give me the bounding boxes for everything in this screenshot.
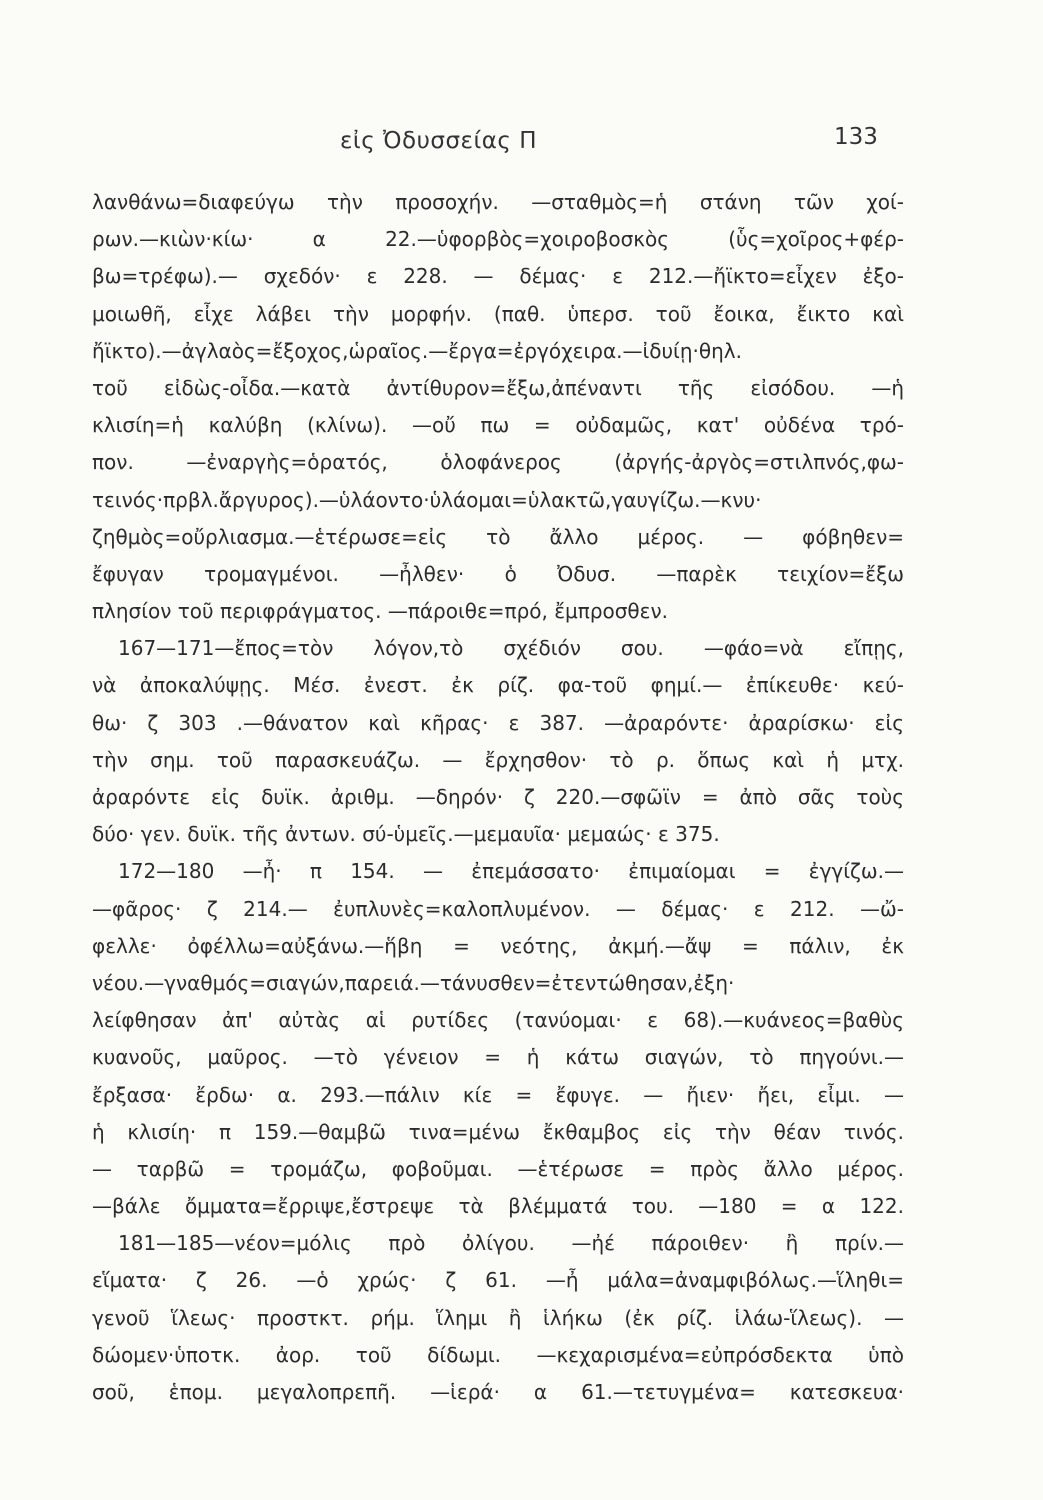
text-line: 167—171—ἔπος=τὸν λόγον,τὸ σχέδιόν σου. —φάο=νὰ εἴπῃς,	[118, 636, 904, 661]
text-line: θω· ζ 303 .—θάνατον καὶ κῆρας· ε 387. —ἀραρόντε· ἀραρίσκω· εἰς	[92, 710, 904, 735]
text-line: κλισίη=ἡ καλύβη (κλίνω). —οὔ πω = οὐδαμῶς, κατ' οὐδένα τρό-	[92, 413, 904, 438]
text-line: 172—180 —ἦ· π 154. — ἐπεμάσσατο· ἐπιμαίομαι = ἐγγίζω.—	[118, 859, 904, 884]
text-line: ἤϊκτο).—ἀγλαὸς=ἔξοχος,ὡραῖος.—ἔργα=ἐργόχειρα.—ἰδυίῃ·θηλ.	[92, 338, 742, 363]
text-line: πον. —ἐναργὴς=ὁρατός, ὁλοφάνερος (ἀργής-ἀργὸς=στιλπνός,φω-	[92, 450, 904, 475]
text-line: τεινός·πρβλ.ἄργυρος).—ὑλάοντο·ὑλάομαι=ὑλακτῶ,γαυγίζω.—κνυ·	[92, 487, 762, 512]
text-line: ἔρξασα· ἔρδω· α. 293.—πάλιν κίε = ἔφυγε. — ἤιεν· ἤει, εἶμι. —	[92, 1082, 904, 1107]
commentary-body	[92, 184, 904, 1411]
text-line: μοιωθῆ, εἶχε λάβει τὴν μορφήν. (παθ. ὑπερσ. τοῦ ἔοικα, ἔικτο καὶ	[92, 301, 904, 326]
text-line: νὰ ἀποκαλύψῃς. Μέσ. ἐνεστ. ἐκ ρίζ. φα-τοῦ φημί.— ἐπίκευθε· κεύ-	[92, 673, 904, 698]
text-line: δύο· γεν. δυϊκ. τῆς ἀντων. σύ-ὑμεῖς.—μεμαυῖα· μεμαώς· ε 375.	[92, 822, 720, 847]
text-line: σοῦ, ἑπομ. μεγαλοπρεπῆ. —ἱερά· α 61.—τετυγμένα= κατεσκευα·	[92, 1380, 904, 1404]
text-line: κυανοῦς, μαῦρος. —τὸ γένειον = ἡ κάτω σιαγών, τὸ πηγούνι.—	[92, 1045, 904, 1070]
text-line: λείφθησαν ἀπ' αὐτὰς αἱ ρυτίδες (τανύομαι· ε 68).—κυάνεος=βαθὺς	[92, 1008, 904, 1033]
text-line: ζηθμὸς=οὔρλιασμα.—ἑτέρωσε=εἰς τὸ ἄλλο μέρος. — φόβηθεν=	[92, 524, 904, 549]
text-line: λανθάνω=διαφεύγω τὴν προσοχήν. —σταθμὸς=ἡ στάνη τῶν χοί-	[92, 190, 904, 214]
running-title: εἰς Ὀδυσσείας Π	[340, 128, 538, 154]
text-line: βω=τρέφω).— σχεδόν· ε 228. — δέμας· ε 212.—ἤϊκτο=εἶχεν ἐξο-	[92, 264, 904, 289]
text-line: γενοῦ ἵλεως· προστκτ. ρήμ. ἵλημι ἢ ἱλήκω (ἐκ ρίζ. ἱλάω-ἵλεως). —	[92, 1305, 904, 1330]
text-line: —φᾶρος· ζ 214.— ἐυπλυνὲς=καλοπλυμένον. — δέμας· ε 212. —ὤ-	[92, 896, 904, 921]
text-line: 181—185—νέον=μόλις πρὸ ὀλίγου. —ἠέ πάροιθεν· ἢ πρίν.—	[118, 1231, 904, 1256]
page-header	[0, 124, 1043, 168]
text-line: δώομεν·ὑποτκ. ἀορ. τοῦ δίδωμι. —κεχαρισμένα=εὐπρόσδεκτα ὑπὸ	[92, 1342, 904, 1367]
text-line: —βάλε ὄμματα=ἔρριψε,ἔστρεψε τὰ βλέμματά του. —180 = α 122.	[92, 1194, 904, 1219]
text-line: φελλε· ὀφέλλω=αὐξάνω.—ἥβη = νεότης, ἀκμή.—ἄψ = πάλιν, ἐκ	[92, 933, 904, 958]
text-line: — ταρβῶ = τρομάζω, φοβοῦμαι. —ἑτέρωσε = πρὸς ἄλλο μέρος.	[92, 1156, 904, 1181]
text-line: πλησίον τοῦ περιφράγματος. —πάροιθε=πρό, ἔμπροσθεν.	[92, 599, 669, 624]
text-line: ἡ κλισίη· π 159.—θαμβῶ τινα=μένω ἔκθαμβος εἰς τὴν θέαν τινός.	[92, 1119, 904, 1144]
page-number: 133	[834, 124, 878, 150]
text-line: ἀραρόντε εἰς δυϊκ. ἀριθμ. —δηρόν· ζ 220.—σφῶϊν = ἀπὸ σᾶς τοὺς	[92, 785, 904, 809]
text-line: τοῦ εἰδὼς-οἶδα.—κατὰ ἀντίθυρον=ἔξω,ἀπέναντι τῆς εἰσόδου. —ἡ	[92, 375, 904, 400]
text-line: ἔφυγαν τρομαγμένοι. —ἦλθεν· ὁ Ὀδυσ. —παρὲκ τειχίον=ἔξω	[92, 561, 904, 586]
text-line: τὴν σημ. τοῦ παρασκευάζω. — ἔρχησθον· τὸ ρ. ὅπως καὶ ἡ μτχ.	[92, 747, 904, 772]
text-line: εἵματα· ζ 26. —ὁ χρώς· ζ 61. —ἦ μάλα=ἀναμφιβόλως.—ἵληθι=	[92, 1268, 904, 1293]
text-line: ρων.—κιὼν·κίω· α 22.—ὑφορβὸς=χοιροβοσκὸς (ὗς=χοῖρος+φέρ-	[92, 227, 904, 252]
text-line: νέου.—γναθμός=σιαγών,παρειά.—τάνυσθεν=ἐτεντώθησαν,ἐξη·	[92, 970, 735, 995]
